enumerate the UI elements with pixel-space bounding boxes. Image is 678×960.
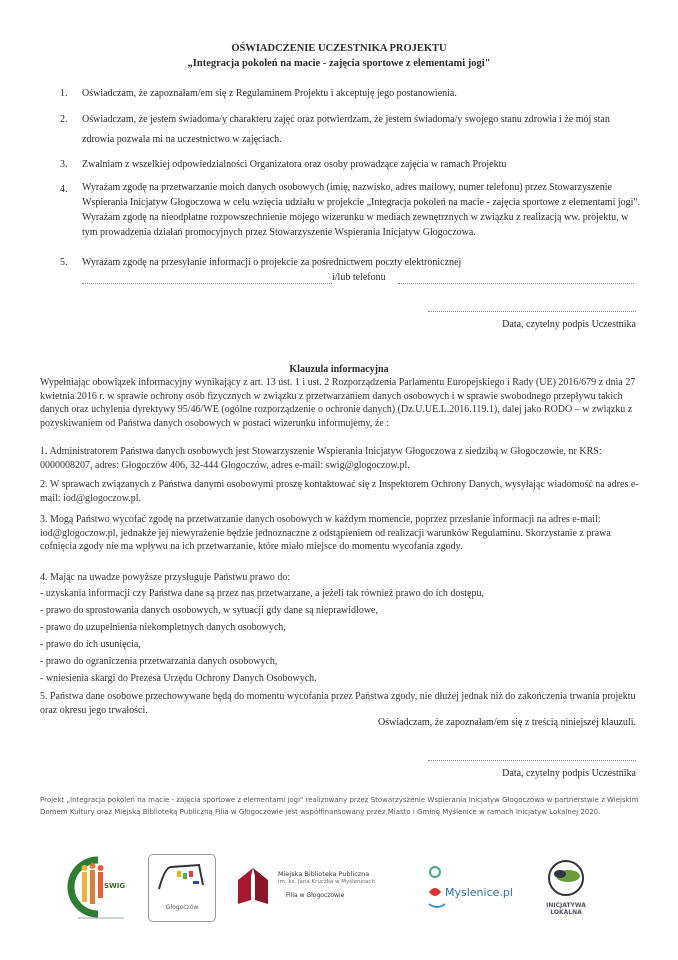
item-text: Oświadczam, że jestem świadoma/y charakteru zajęć oraz potwierdzam, że jestem świadoma/y swojego stanu zdrowia i że mój stan zdrowia pozwala mi na uczestnictwo w zajęciach. [82, 114, 610, 145]
right-item: - prawo do ich usunięcia, [40, 639, 141, 650]
item-number: 5. [60, 257, 68, 268]
inicjatywa-emblem-icon [546, 858, 586, 898]
clause-heading: Klauzula informacyjna [289, 364, 389, 375]
right-item: - prawo do ograniczenia przetwarzania danych osobowych, [40, 656, 278, 667]
clause-point-5 [40, 690, 640, 717]
inicjatywa-label: INICJATYWA LOKALNA [546, 902, 586, 916]
item-number: 3. [60, 159, 68, 170]
clause-point-text: 3. Mogą Państwo wycofać zgodę na przetwarzanie danych osobowych w każdym momencie, poprzez przesłanie informacji na adres e-mail: iod@glogoczow.pl, jednakże jej niewyrażenie będzie jednoznaczne z odstąpieniem od realizacji warunków Regulaminu. Skorzystanie z prawa cofnięcia zgody nie ma wpływu na ich przetwarzanie, które miało miejsce do momentu wycofania zgody. [40, 514, 611, 553]
declaration-item-3 [60, 155, 640, 174]
signature-label-2: Data, czytelny podpis Uczestnika [502, 768, 636, 779]
swig-logo [58, 852, 128, 922]
wdk-emblem-icon [149, 855, 215, 899]
wdk-label: Głogoczów [165, 904, 199, 911]
item-number: 4. [60, 184, 68, 195]
signature-label-1: Data, czytelny podpis Uczestnika [502, 319, 636, 330]
declaration-item-4 [60, 180, 640, 240]
myslenice-label: Myslenice.pl [445, 886, 513, 899]
clause-point-4 [40, 571, 640, 585]
right-item: - prawo do uzupełnienia niekompletnych danych osobowych, [40, 622, 286, 633]
project-funding-note: Projekt „Integracja pokoleń na macie - zajęcia sportowe z elementami jogi" realizowany przez Stowarzyszenie Wspierania Inicjatyw Głogoczowa w partnerstwie z Wiejskim Domem Kultury oraz Miejską Biblioteką Publiczną Filia w Głogoczowie jest współfinansowany przez Miasto i Gminę Myślenice w ramach Inicjatyw Lokalnej 2020. [40, 796, 639, 816]
phone-line-label: i/lub telefonu [332, 272, 386, 283]
inicjatywa-lokalna-logo [530, 858, 602, 920]
swig-label: SWIG [104, 882, 126, 890]
item-number: 2. [60, 114, 68, 125]
clause-point-text: 1. Administratorem Państwa danych osobowych jest Stowarzyszenie Wspierania Inicjatyw Głogoczowa z siedzibą w Głogoczowie, nr KRS: 0000008207, adres: Głogoczów 406, 32-444 Głogoczów, adres e-mail: swig@glogoczow.pl. [40, 446, 602, 471]
library-logo [236, 862, 406, 918]
declaration-item-1 [60, 84, 640, 103]
signature-line-2[interactable] [428, 760, 636, 761]
right-item: - prawo do sprostowania danych osobowych, w sytuacji gdy dane są nieprawidłowe, [40, 605, 378, 616]
library-subname: im. ks. Jana Kruczka w Myślenicach [278, 879, 375, 885]
clause-point-3 [40, 513, 640, 554]
item-text: Wyrażam zgodę na przesyłanie informacji o projekcie za pośrednictwem poczty elektronicznej [82, 257, 462, 268]
partner-logos [0, 848, 678, 928]
clause-intro [40, 376, 640, 430]
rights-list [40, 585, 640, 687]
right-item: - wniesienia skargi do Prezesa Urzędu Ochrony Danych Osobowych. [40, 673, 317, 684]
library-name: Miejska Biblioteka Publiczna [278, 870, 370, 878]
clause-point-1 [40, 445, 640, 472]
clause-intro-text: Wypełniając obowiązek informacyjny wynikający z art. 13 ust. 1 i ust. 2 Rozporządzenia Parlamentu Europejskiego i Rady (UE) 2016/679 z dnia 27 kwietnia 2016 r. w sprawie ochrony osób fizycznych w związku z przetwarzaniem danych osobowych i w sprawie swobodnego przepływu takich danych oraz uchylenia dyrektywy 95/46/WE (ogólne rozporządzenie o ochronie danych) (Dz.U.UE.L.2016.119.1), dalej jako RODO – w związku z pozyskiwaniem od Państwa danych osobowych w postaci wizerunku informujemy, że : [40, 377, 636, 429]
clause-point-text: 5. Państwa dane osobowe przechowywane będą do momentu wycofania przez Państwa zgody, nie dłużej jednak niż do zakończenia trwania projektu oraz okresu jego trwałości. [40, 691, 636, 716]
item-text: Wyrażam zgodę na przetwarzanie moich danych osobowych (imię, nazwisko, adres mailowy, numer telefonu) przez Stowarzyszenie Wspierania Inicjatyw Głogoczowa w celu wzięcia udziału w projekcie „Integracja pokoleń na macie - zajęcia sportowe z elementami jogi". Wyrażam zgodę na nieodpłatne rozpowszechnienie mojego wizerunku w mediach zewnętrznych w związku z realizacją ww. projektu, w tym prowadzenia działań promocyjnych przez Stowarzyszenie Wspierania Inicjatyw Głogoczowa. [82, 182, 640, 238]
item-number: 1. [60, 88, 68, 99]
item-text: Zwalniam z wszelkiej odpowiedzialności Organizatora oraz osoby prowadzące zajęcia w ramach Projektu [82, 159, 507, 170]
clause-point-2 [40, 478, 640, 505]
document-title: OŚWIADCZENIE UCZESTNIKA PROJEKTU [231, 43, 447, 54]
email-fill-line[interactable] [82, 283, 332, 284]
signature-line-1[interactable] [428, 311, 636, 312]
item-text: Oświadczam, że zapoznałam/em się z Regulaminem Projektu i akceptuję jego postanowienia. [82, 88, 457, 99]
project-name: „Integracja pokoleń na macie - zajęcia sportowe z elementami jogi" [187, 58, 491, 69]
clause-point-text: 4. Mając na uwadze powyższe przysługuje Państwu prawo do: [40, 572, 291, 583]
wdk-logo [148, 854, 216, 922]
clause-acknowledgement: Oświadczam, że zapoznałam/em się z treścią niniejszej klauzuli. [378, 717, 636, 728]
library-book-icon [236, 866, 270, 906]
right-item: - uzyskania informacji czy Państwa dane są przez nas przetwarzane, a jeżeli tak również prawo do ich dostępu, [40, 588, 484, 599]
declaration-item-5 [60, 253, 640, 272]
declaration-item-2 [60, 110, 640, 150]
library-branch: Filia w Głogoczowie [286, 892, 345, 899]
phone-fill-line[interactable] [398, 283, 634, 284]
clause-point-text: 2. W sprawach związanych z Państwa danymi osobowymi proszę kontaktować się z Inspektorem Ochrony Danych, wysyłając wiadomość na adres e-mail: iod@glogoczow.pl. [40, 479, 639, 504]
myslenice-logo [425, 862, 515, 918]
